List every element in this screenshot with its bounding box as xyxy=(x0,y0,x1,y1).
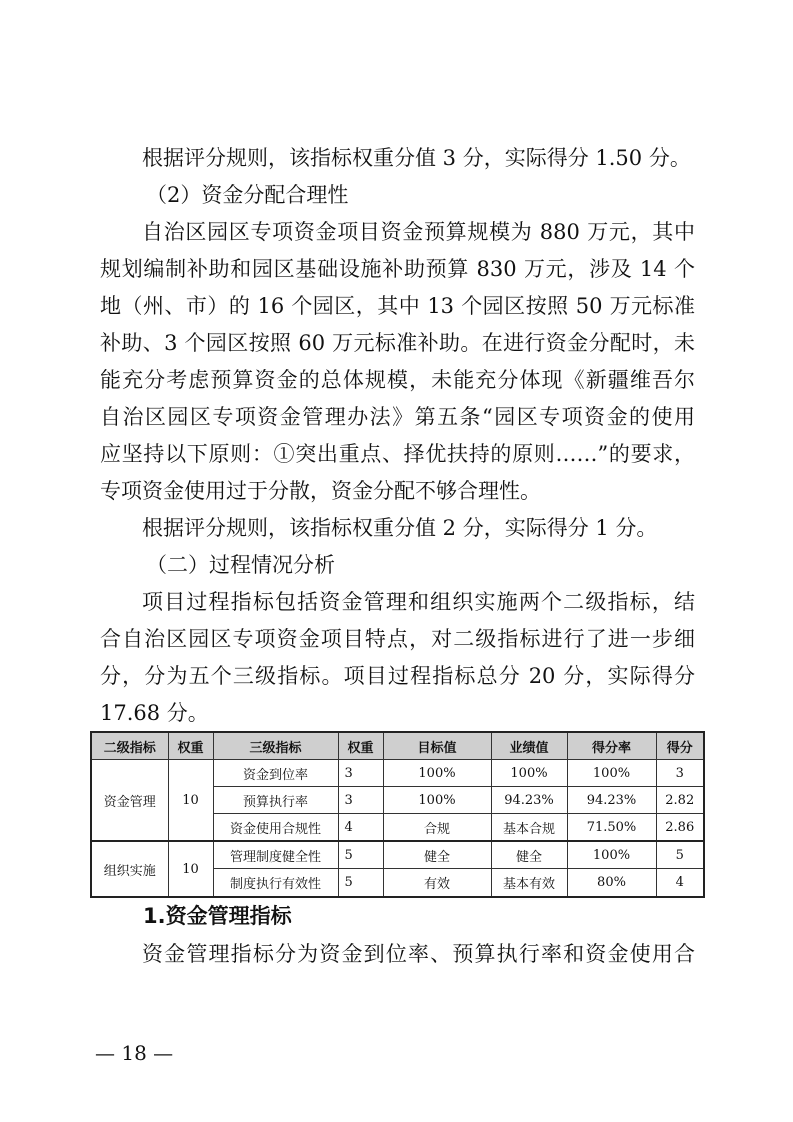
indicator-name: 制度执行有效性 xyxy=(213,869,338,898)
paragraph-line: 资金管理指标分为资金到位率、预算执行率和资金使用合 xyxy=(142,942,695,966)
indicator-name: 资金到位率 xyxy=(213,760,338,787)
indicator-score: 2.82 xyxy=(656,787,704,814)
paragraph-line: 专项资金使用过于分散，资金分配不够合理性。 xyxy=(100,479,541,503)
indicator-score-rate: 80% xyxy=(567,869,656,898)
indicator-score-rate: 94.23% xyxy=(567,787,656,814)
group-name: 资金管理 xyxy=(91,760,168,842)
indicator-score: 2.86 xyxy=(656,814,704,842)
indicator-table xyxy=(90,731,705,898)
paragraph-scoring-2: 根据评分规则，该指标权重分值 2 分，实际得分 1 分。 xyxy=(142,516,658,540)
indicator-weight: 3 xyxy=(338,760,383,787)
header-performance: 业绩值 xyxy=(491,732,567,760)
indicator-performance: 94.23% xyxy=(491,787,567,814)
indicator-score-rate: 71.50% xyxy=(567,814,656,842)
header-score-rate: 得分率 xyxy=(567,732,656,760)
paragraph-line: 自治区园区专项资金管理办法》第五条“园区专项资金的使用 xyxy=(100,405,695,429)
indicator-score: 3 xyxy=(656,760,704,787)
indicator-target: 有效 xyxy=(383,869,491,898)
indicator-target: 100% xyxy=(383,760,491,787)
header-level2: 二级指标 xyxy=(91,732,168,760)
header-target: 目标值 xyxy=(383,732,491,760)
indicator-weight: 3 xyxy=(338,787,383,814)
indicator-performance: 100% xyxy=(491,760,567,787)
indicator-weight: 4 xyxy=(338,814,383,842)
paragraph-line: 分，分为五个三级指标。项目过程指标总分 20 分，实际得分 xyxy=(100,664,695,688)
header-level3: 三级指标 xyxy=(213,732,338,760)
indicator-performance: 基本合规 xyxy=(491,814,567,842)
page-number: — 18 — xyxy=(95,1041,174,1065)
paragraph-line: 应坚持以下原则：①突出重点、择优扶持的原则……”的要求， xyxy=(100,442,695,466)
paragraph-line: 地（州、市）的 16 个园区，其中 13 个园区按照 50 万元标准 xyxy=(100,294,695,318)
indicator-weight: 5 xyxy=(338,869,383,898)
paragraph-line: 项目过程指标包括资金管理和组织实施两个二级指标，结 xyxy=(142,590,695,614)
indicator-performance: 健全 xyxy=(491,841,567,869)
table-header-row xyxy=(91,732,704,760)
table-row xyxy=(91,760,704,787)
indicator-score-rate: 100% xyxy=(567,841,656,869)
header-weight3: 权重 xyxy=(338,732,383,760)
paragraph-line: 规划编制补助和园区基础设施补助预算 830 万元，涉及 14 个 xyxy=(100,257,695,281)
indicator-performance: 基本有效 xyxy=(491,869,567,898)
paragraph-line: 自治区园区专项资金项目资金预算规模为 880 万元，其中 xyxy=(142,220,695,244)
section-heading-process: （二）过程情况分析 xyxy=(146,553,335,577)
group-weight: 10 xyxy=(168,841,213,897)
indicator-target: 100% xyxy=(383,787,491,814)
header-weight2: 权重 xyxy=(168,732,213,760)
paragraph-line: 17.68 分。 xyxy=(100,701,209,725)
indicator-score: 4 xyxy=(656,869,704,898)
section-heading-fund-management: 1.资金管理指标 xyxy=(143,904,292,928)
indicator-name: 预算执行率 xyxy=(213,787,338,814)
section-heading-allocation: （2）资金分配合理性 xyxy=(146,183,349,207)
indicator-name: 资金使用合规性 xyxy=(213,814,338,842)
paragraph-line: 能充分考虑预算资金的总体规模，未能充分体现《新疆维吾尔 xyxy=(100,368,695,392)
header-score: 得分 xyxy=(656,732,704,760)
paragraph-line: 补助、3 个园区按照 60 万元标准补助。在进行资金分配时，未 xyxy=(100,331,695,355)
group-weight: 10 xyxy=(168,760,213,842)
table-row xyxy=(91,841,704,869)
group-name: 组织实施 xyxy=(91,841,168,897)
paragraph-line: 合自治区园区专项资金项目特点，对二级指标进行了进一步细 xyxy=(100,627,695,651)
indicator-target: 合规 xyxy=(383,814,491,842)
indicator-score-rate: 100% xyxy=(567,760,656,787)
indicator-score: 5 xyxy=(656,841,704,869)
indicator-name: 管理制度健全性 xyxy=(213,841,338,869)
indicator-target: 健全 xyxy=(383,841,491,869)
indicator-weight: 5 xyxy=(338,841,383,869)
paragraph-scoring-1: 根据评分规则，该指标权重分值 3 分，实际得分 1.50 分。 xyxy=(142,146,691,170)
